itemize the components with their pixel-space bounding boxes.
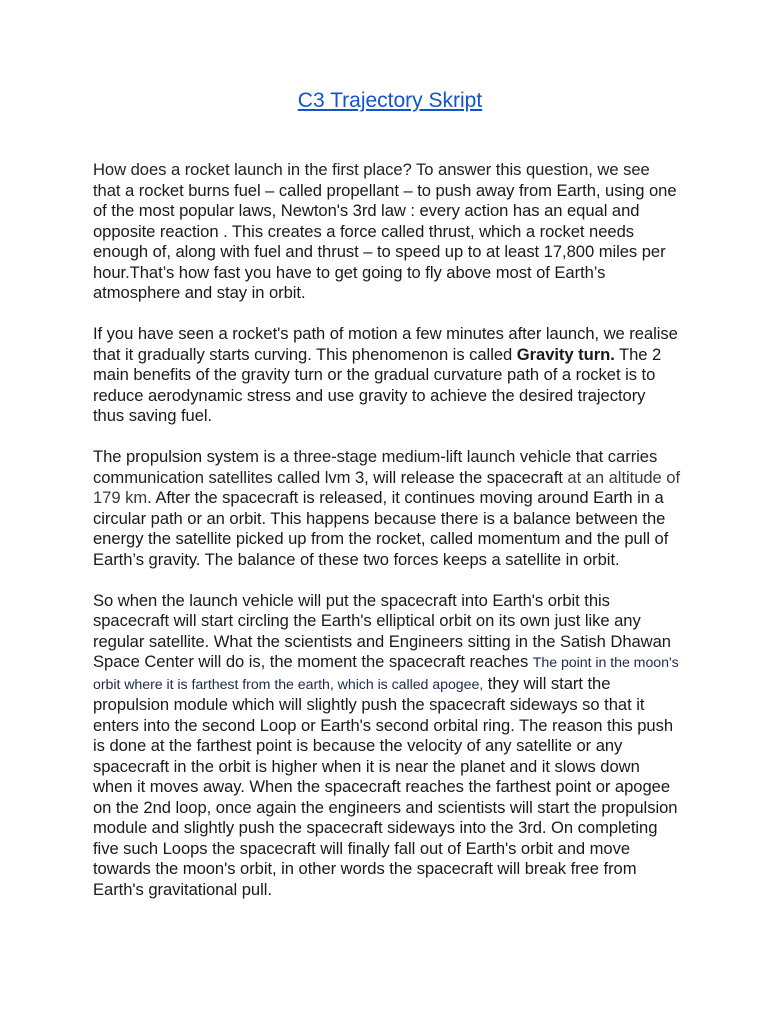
paragraph-4-c: they will start the propulsion module which will slightly push the spacecraft sideways so that it enters into the second Loop or Earth's second orbital ring. The reason this push is done at the farthest point is because the velocity of any satellite or any spacecraft in the orbit is higher when it is near the planet and it slows down when it moves away. When the spacecraft reaches the farthest point or apogee on the 2nd loop, once again the engineers and scientists will start the propulsion module and slightly push the spacecraft sideways into the 3rd. On completing five such Loops the spacecraft will finally fall out of Earth's orbit and move towards the moon's orbit, in other words the spacecraft will break free from Earth's gravitational pull. <box>93 673 678 899</box>
paragraph-3-b: is a three-stage medium-lift launch vehicle that carries communication satellites called lvm 3, <box>93 447 658 487</box>
paragraph-gravity-turn <box>93 324 681 427</box>
paragraph-3-c: will release the spacecraft <box>368 467 568 487</box>
paragraph-4-apogee-definition: The point in the moon's orbit where it is farthest from the earth, which is called apogee, <box>93 655 679 693</box>
paragraph-4-a: So when the launch vehicle will put the spacecraft into Earth's orbit this spacecraft will start circling the Earth's elliptical orbit on its own just like any regular satellite. What the scientists and Engineers sitting in the Satish Dhawan Space Center will do is, the moment the spacecraft reaches <box>93 590 671 671</box>
paragraph-3-a: The propulsion system <box>93 447 264 466</box>
paragraph-3-altitude: at an altitude of 179 km <box>93 467 681 507</box>
paragraph-orbit-loops <box>93 591 681 901</box>
paragraph-2-text-before: If you have seen a rocket's path of motion a few minutes after launch, we realise that it gradually starts curving. This phenomenon is called <box>93 324 678 364</box>
paragraph-rocket-launch <box>93 160 681 304</box>
document-title-link[interactable]: C3 Trajectory Skript <box>297 89 483 112</box>
paragraph-1-text: a rocket burns fuel – called propellant – to push away from Earth, using one of the most popular laws, Newton's 3rd law : every action has an equal and opposite reaction . This creates a force called thrust, which a rocket needs enough of, along with fuel and thrust – to speed up to at least 17,800 miles per hour.That’s how fast you have to get going to fly above most of Earth’s atmosphere and stay in orbit. <box>93 180 677 302</box>
paragraph-propulsion-system <box>93 447 681 570</box>
document-page <box>93 86 681 921</box>
paragraph-2-text-after: The 2 main benefits of the gravity turn or the gradual curvature path of a rocket is to reduce aerodynamic stress and use gravity to achieve the desired trajectory thus saving fuel. <box>93 344 662 425</box>
paragraph-3-e: . After the spacecraft is released, it continues moving around Earth in a circular path or an orbit. This happens because there is a balance between the energy the satellite picked up from the rocket, called momentum and the pull of Earth’s gravity. The balance of these two forces keeps a satellite in orbit. <box>93 488 669 569</box>
gravity-turn-bold: Gravity turn. <box>516 344 615 364</box>
paragraph-1-lead: How does a rocket launch in the first place? To answer this question, we see that <box>93 160 650 200</box>
